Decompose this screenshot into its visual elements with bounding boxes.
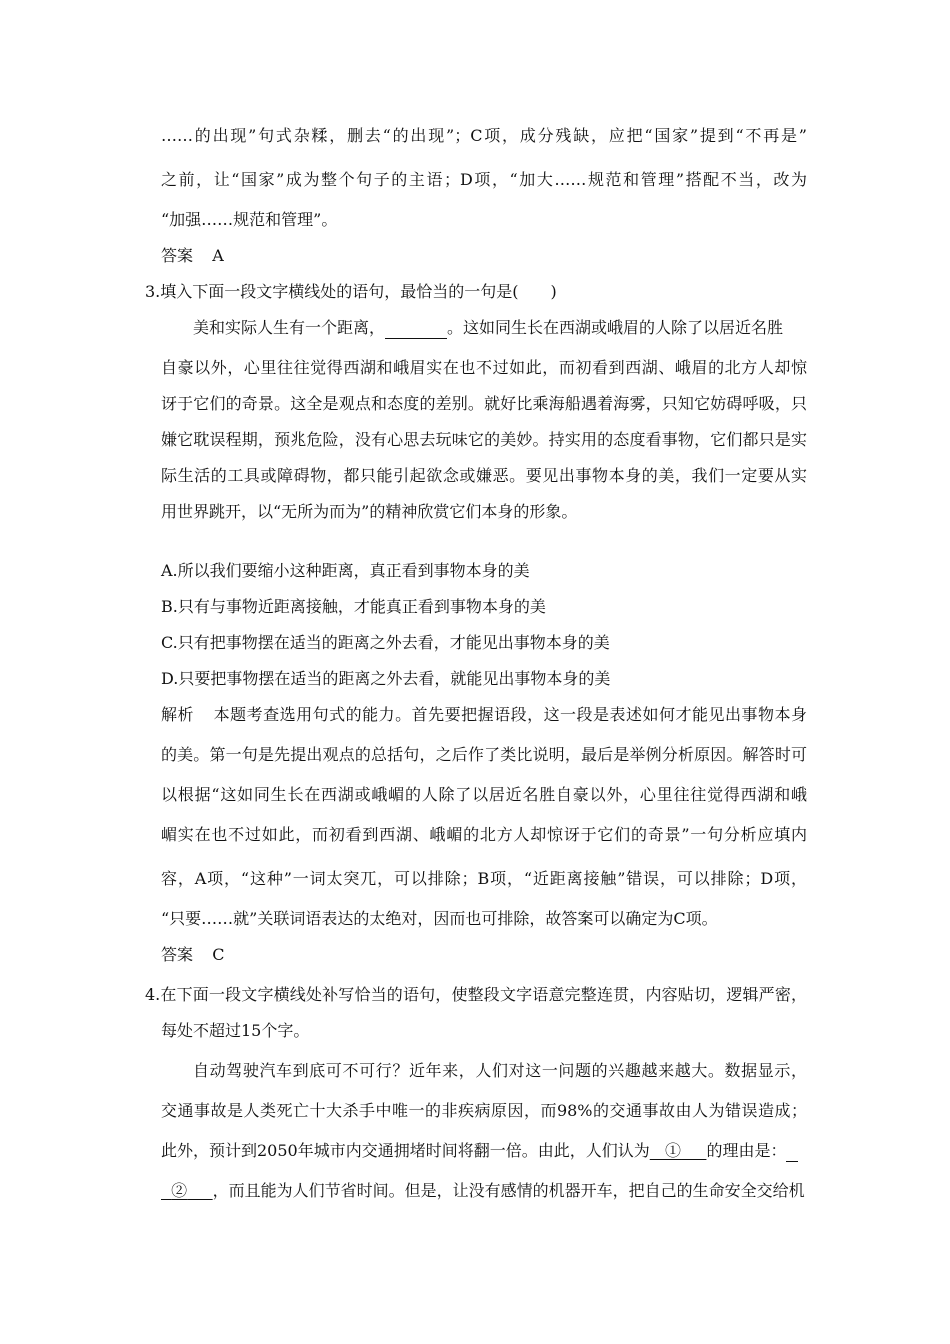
q3-option-b: B.只有与事物近距离接触，才能真正看到事物本身的美: [161, 597, 546, 616]
analysis-label: 解析: [161, 705, 194, 724]
q3-passage-first-line: 美和实际人生有一个距离， 。这如同生长在西湖或峨眉的人除了以居近名胜: [193, 318, 784, 337]
question-4-stem-line2: 每处不超过15个字。: [161, 1021, 310, 1040]
q3-passage-line: 讶于它们的奇景。这全是观点和态度的差别。就好比乘海船遇着海雾，只知它妨碍呼吸，只: [161, 394, 807, 413]
q3-analysis-line: 以根据“这如同生长在西湖或峨嵋的人除了以居近名胜自豪以外，心里往往觉得西湖和峨: [161, 785, 807, 804]
q4-passage-line: 交通事故是人类死亡十大杀手中唯一的非疾病原因，而98%的交通事故由人为错误造成；: [161, 1101, 807, 1120]
answer-label: 答案: [161, 945, 194, 964]
q4-passage-line-with-blank-1: 此外，预计到2050年城市内交通拥堵时间将翻一倍。由此，人们认为 ① 的理由是：: [161, 1141, 798, 1162]
q4-blank-2: ②: [171, 1181, 188, 1200]
prev-analysis-line: “加强……规范和管理”。: [161, 210, 338, 229]
q3-passage-line: 际生活的工具或障碍物，都只能引起欲念或嫌恶。要见出事物本身的美，我们一定要从实: [161, 466, 807, 485]
q4-blank-1: ①: [665, 1141, 682, 1160]
q3-answer: [161, 945, 224, 965]
q3-analysis-line: 嵋实在也不过如此，而初看到西湖、峨嵋的北方人却惊讶于它们的奇景”一句分析应填内: [161, 825, 807, 844]
q3-option-d: D.只要把事物摆在适当的距离之外去看，就能见出事物本身的美: [161, 669, 611, 688]
question-4-stem: 4.在下面一段文字横线处补写恰当的语句，使整段文字语意完整连贯，内容贴切，逻辑严密，: [145, 985, 807, 1004]
answer-label: 答案: [161, 246, 194, 265]
prev-answer: [161, 246, 224, 266]
q3-analysis-line: “只要……就”关联词语表达的太绝对，因而也可排除，故答案可以确定为C项。: [161, 909, 718, 928]
q3-analysis-line: 容，A项，“这种”一词太突兀，可以排除；B项，“近距离接触”错误，可以排除；D项，: [161, 869, 807, 888]
q3-passage-line: 自豪以外，心里往往觉得西湖和峨眉实在也不过如此，而初看到西湖、峨眉的北方人却惊: [161, 358, 807, 377]
q4-passage-line-with-blank-2: ② ，而且能为人们节省时间。但是，让没有感情的机器开车，把自己的生命安全交给机: [161, 1181, 805, 1201]
prev-analysis-line: 之前，让“国家”成为整个句子的主语；D项，“加大……规范和管理”搭配不当，改为: [161, 170, 807, 189]
q3-analysis-first-line: 解析 本题考查选用句式的能力。首先要把握语段，这一段是表述如何才能见出事物本身: [161, 705, 807, 724]
q3-passage-line: 嫌它耽误程期，预兆危险，没有心思去玩味它的美妙。持实用的态度看事物，它们都只是实: [161, 430, 807, 449]
q3-option-a: A.所以我们要缩小这种距离，真正看到事物本身的美: [161, 561, 530, 580]
q3-fill-blank: [385, 318, 447, 339]
q3-option-c: C.只有把事物摆在适当的距离之外去看，才能见出事物本身的美: [161, 633, 610, 652]
question-3-stem: 3.填入下面一段文字横线处的语句，最恰当的一句是( ): [145, 282, 557, 301]
q3-passage-line: 用世界跳开，以“无所为而为”的精神欣赏它们本身的形象。: [161, 502, 578, 521]
answer-value: A: [212, 246, 224, 265]
answer-value: C: [212, 945, 225, 964]
q4-passage-line: 自动驾驶汽车到底可不可行？近年来，人们对这一问题的兴趣越来越大。数据显示，: [193, 1061, 807, 1080]
prev-analysis-line: ……的出现”句式杂糅，删去“的出现”；C项，成分残缺，应把“国家”提到“不再是”: [161, 126, 807, 145]
q3-analysis-line: 的美。第一句是先提出观点的总括句，之后作了类比说明，最后是举例分析原因。解答时可: [161, 745, 807, 764]
